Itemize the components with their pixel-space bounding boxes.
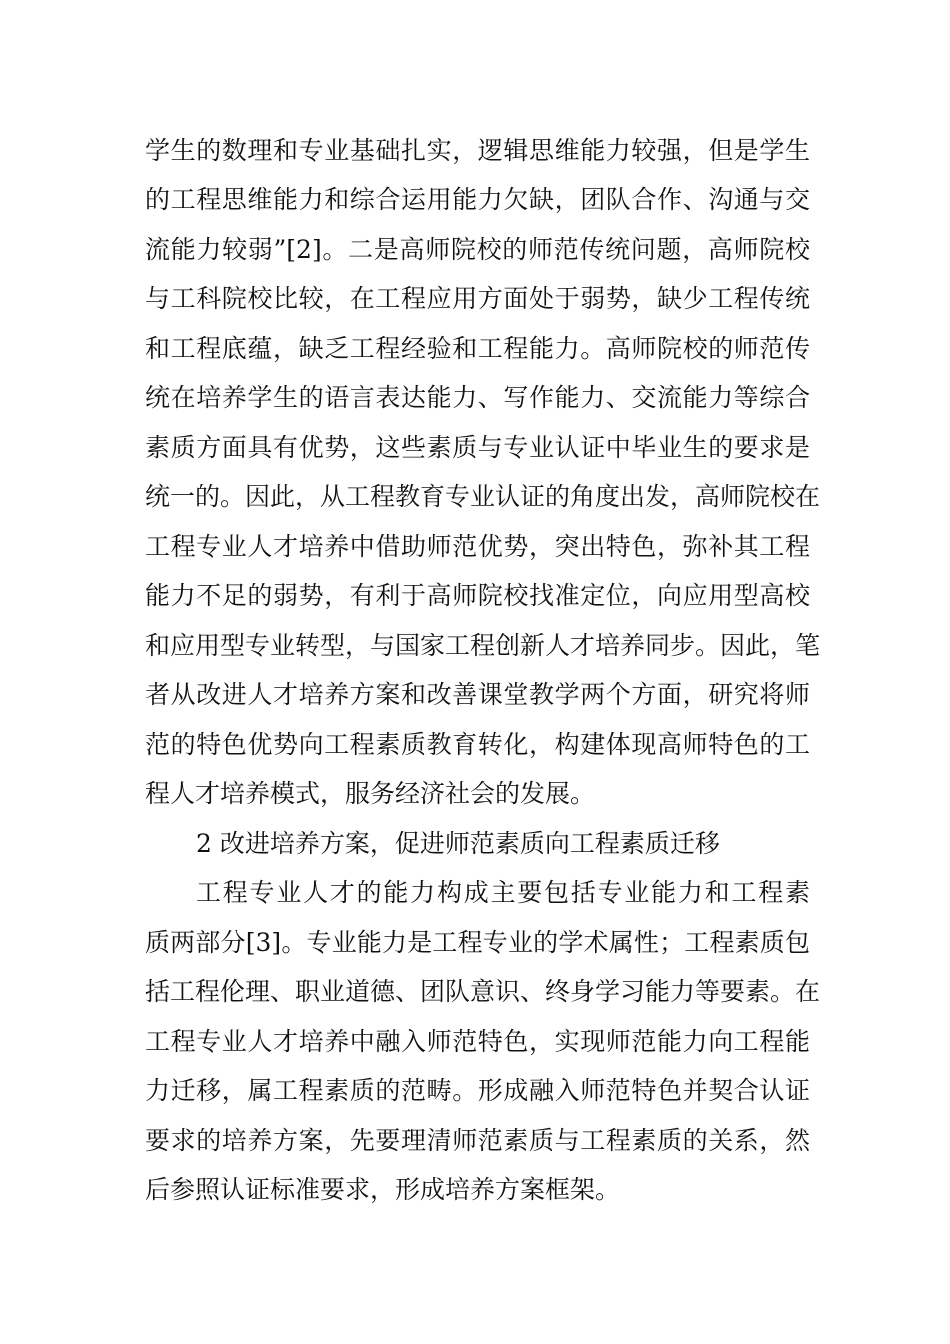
paragraph-line: 者从改进人才培养方案和改善课堂教学两个方面，研究将师 (145, 680, 810, 709)
paragraph-line: 流能力较弱”[2]。二是高师院校的师范传统问题，高师院校 (145, 235, 810, 264)
paragraph-line: 和应用型专业转型，与国家工程创新人才培养同步。因此，笔 (145, 631, 821, 660)
paragraph-line: 与工科院校比较，在工程应用方面处于弱势，缺少工程传统 (145, 284, 810, 313)
paragraph-line: 程人才培养模式，服务经济社会的发展。 (145, 779, 596, 808)
paragraph-line: 和工程底蕴，缺乏工程经验和工程能力。高师院校的师范传 (145, 334, 810, 363)
paragraph-line: 工程专业人才培养中融入师范特色，实现师范能力向工程能 (145, 1027, 810, 1056)
paragraph-line: 工程专业人才培养中借助师范优势，突出特色，弥补其工程 (145, 532, 810, 561)
paragraph-line: 要求的培养方案，先要理清师范素质与工程素质的关系，然 (145, 1126, 810, 1155)
paragraph-line: 的工程思维能力和综合运用能力欠缺，团队合作、沟通与交 (145, 185, 810, 214)
paragraph-line: 素质方面具有优势，这些素质与专业认证中毕业生的要求是 (145, 433, 810, 462)
paragraph-line: 工程专业人才的能力构成主要包括专业能力和工程素 (196, 878, 810, 907)
paragraph-line: 范的特色优势向工程素质教育转化，构建体现高师特色的工 (145, 730, 810, 759)
section-heading: 2 改进培养方案，促进师范素质向工程素质迁移 (196, 829, 720, 858)
paragraph-line: 后参照认证标准要求，形成培养方案框架。 (145, 1175, 621, 1204)
paragraph-line: 统在培养学生的语言表达能力、写作能力、交流能力等综合 (145, 383, 810, 412)
paragraph-line: 学生的数理和专业基础扎实，逻辑思维能力较强，但是学生 (145, 136, 810, 165)
paragraph-line: 质两部分[3]。专业能力是工程专业的学术属性；工程素质包 (145, 928, 810, 957)
paragraph-line: 能力不足的弱势，有利于高师院校找准定位，向应用型高校 (145, 581, 810, 610)
paragraph-line: 统一的。因此，从工程教育专业认证的角度出发，高师院校在 (145, 482, 821, 511)
paragraph-line: 力迁移，属工程素质的范畴。形成融入师范特色并契合认证 (145, 1076, 810, 1105)
paragraph-line: 括工程伦理、职业道德、团队意识、终身学习能力等要素。在 (145, 977, 821, 1006)
